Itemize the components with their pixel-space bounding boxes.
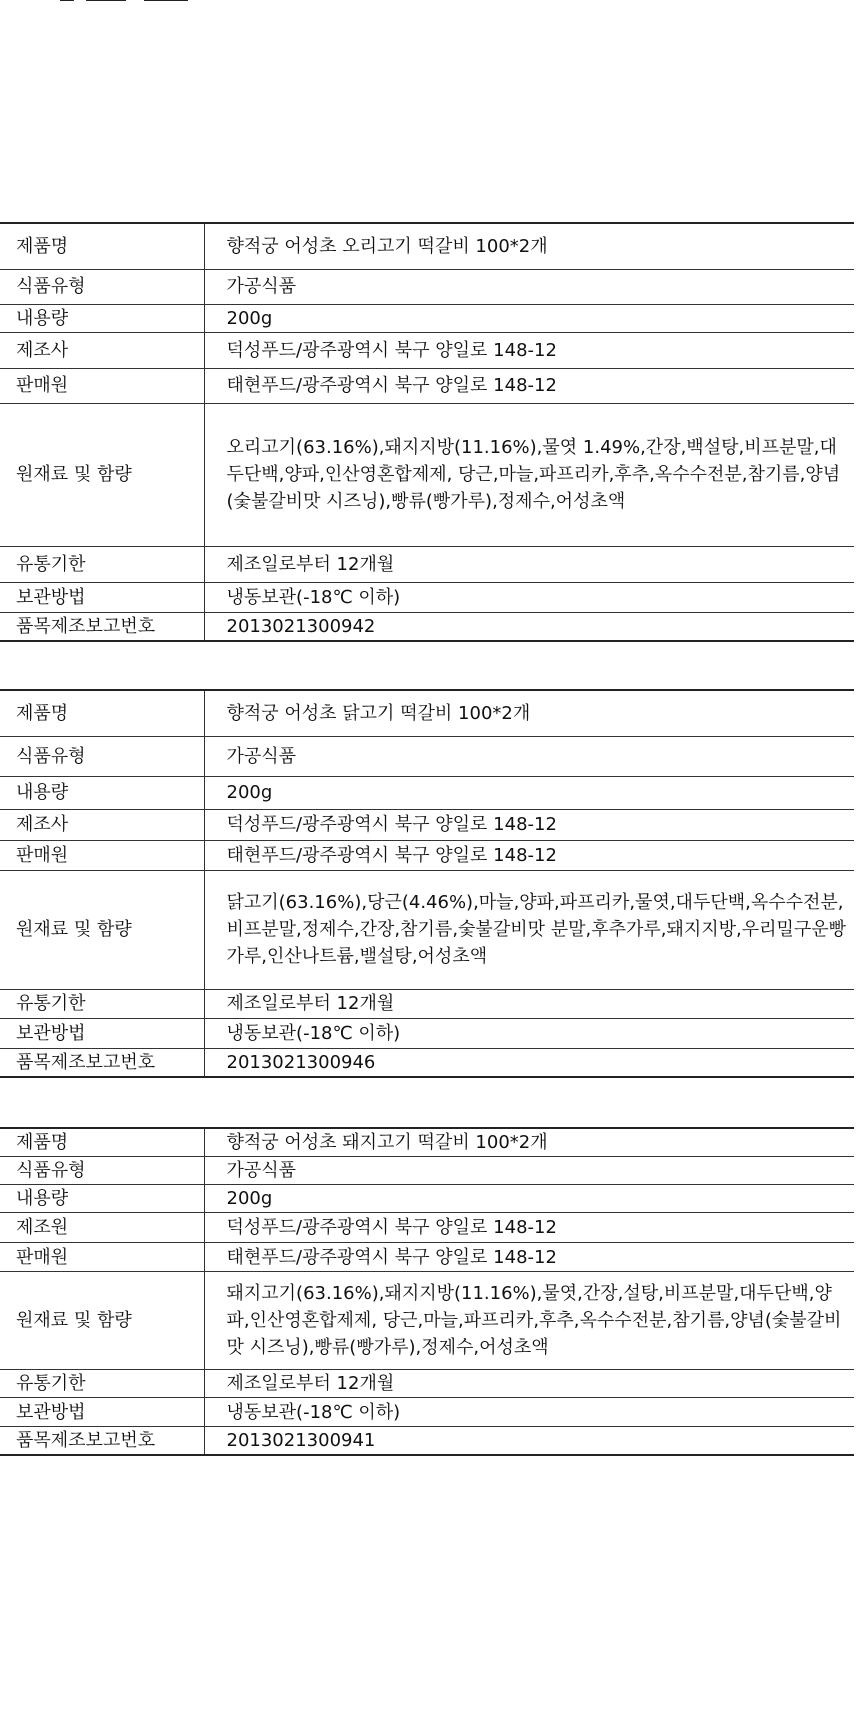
table-row <box>0 1018 854 1048</box>
table-row <box>0 368 854 403</box>
table-row <box>0 736 854 776</box>
row-label-product-name: 제품명 <box>0 1128 204 1157</box>
table-row <box>0 1398 854 1427</box>
row-value-manufacturer: 덕성푸드/광주광역시 북구 양일로 148-12 <box>204 332 854 368</box>
row-label-report-number: 품목제조보고번호 <box>0 612 204 641</box>
table-row <box>0 989 854 1018</box>
row-value-product-name: 향적궁 어성초 오리고기 떡갈비 100*2개 <box>204 223 854 269</box>
row-label-manufacturer: 제조원 <box>0 1213 204 1243</box>
product-info-table-pork <box>0 1127 854 1456</box>
row-value-shelf-life: 제조일로부터 12개월 <box>204 989 854 1018</box>
row-value-food-type: 가공식품 <box>204 1157 854 1185</box>
row-value-storage: 냉동보관(-18℃ 이하) <box>204 1398 854 1427</box>
row-label-storage: 보관방법 <box>0 1398 204 1427</box>
row-value-storage: 냉동보관(-18℃ 이하) <box>204 582 854 612</box>
table-row <box>0 304 854 332</box>
row-label-storage: 보관방법 <box>0 1018 204 1048</box>
row-label-product-name: 제품명 <box>0 223 204 269</box>
table-row <box>0 612 854 641</box>
row-label-shelf-life: 유통기한 <box>0 989 204 1018</box>
row-value-shelf-life: 제조일로부터 12개월 <box>204 1370 854 1398</box>
row-value-manufacturer: 덕성푸드/광주광역시 북구 양일로 148-12 <box>204 809 854 840</box>
table-row <box>0 1048 854 1077</box>
row-label-ingredients: 원재료 및 함량 <box>0 403 204 546</box>
row-label-food-type: 식품유형 <box>0 1157 204 1185</box>
row-label-ingredients: 원재료 및 함량 <box>0 1272 204 1370</box>
table-row <box>0 1128 854 1157</box>
table-row <box>0 690 854 736</box>
row-label-manufacturer: 제조사 <box>0 809 204 840</box>
row-label-seller: 판매원 <box>0 840 204 870</box>
table-row <box>0 776 854 809</box>
table-row <box>0 840 854 870</box>
row-value-product-name: 향적궁 어성초 닭고기 떡갈비 100*2개 <box>204 690 854 736</box>
row-label-product-name: 제품명 <box>0 690 204 736</box>
row-label-seller: 판매원 <box>0 368 204 403</box>
row-value-net-weight: 200g <box>204 304 854 332</box>
table-row <box>0 546 854 582</box>
row-value-report-number: 2013021300946 <box>204 1048 854 1077</box>
row-label-shelf-life: 유통기한 <box>0 546 204 582</box>
table-row <box>0 1213 854 1243</box>
row-value-food-type: 가공식품 <box>204 736 854 776</box>
table-row <box>0 1157 854 1185</box>
row-label-net-weight: 내용량 <box>0 776 204 809</box>
row-value-manufacturer: 덕성푸드/광주광역시 북구 양일로 148-12 <box>204 1213 854 1243</box>
row-value-product-name: 향적궁 어성초 돼지고기 떡갈비 100*2개 <box>204 1128 854 1157</box>
row-label-net-weight: 내용량 <box>0 1185 204 1213</box>
row-label-seller: 판매원 <box>0 1243 204 1272</box>
cropped-heading-fragment <box>60 0 190 3</box>
product-info-table-chicken <box>0 689 854 1078</box>
table-row <box>0 1185 854 1213</box>
row-label-food-type: 식품유형 <box>0 269 204 304</box>
table-row <box>0 1243 854 1272</box>
row-label-shelf-life: 유통기한 <box>0 1370 204 1398</box>
table-row <box>0 1370 854 1398</box>
table-row <box>0 332 854 368</box>
row-value-food-type: 가공식품 <box>204 269 854 304</box>
table-row <box>0 870 854 989</box>
row-label-manufacturer: 제조사 <box>0 332 204 368</box>
row-label-food-type: 식품유형 <box>0 736 204 776</box>
row-value-ingredients: 돼지고기(63.16%),돼지지방(11.16%),물엿,간장,설탕,비프분말,대두단백,양파,인산영혼합제제, 당근,마늘,파프리카,후추,옥수수전분,참기름,양념(숯불갈비맛 시즈닝),빵류(빵가루),정제수,어성초액 <box>204 1272 854 1370</box>
row-value-seller: 태현푸드/광주광역시 북구 양일로 148-12 <box>204 368 854 403</box>
row-label-report-number: 품목제조보고번호 <box>0 1427 204 1456</box>
table-row <box>0 1272 854 1370</box>
row-value-shelf-life: 제조일로부터 12개월 <box>204 546 854 582</box>
row-label-net-weight: 내용량 <box>0 304 204 332</box>
table-row <box>0 269 854 304</box>
row-value-net-weight: 200g <box>204 1185 854 1213</box>
table-row <box>0 1427 854 1456</box>
table-row <box>0 403 854 546</box>
table-row <box>0 809 854 840</box>
table-row <box>0 223 854 269</box>
row-label-storage: 보관방법 <box>0 582 204 612</box>
row-value-report-number: 2013021300941 <box>204 1427 854 1456</box>
row-label-report-number: 품목제조보고번호 <box>0 1048 204 1077</box>
row-value-ingredients: 닭고기(63.16%),당근(4.46%),마늘,양파,파프리카,물엿,대두단백,옥수수전분,비프분말,정제수,간장,참기름,숯불갈비맛 분말,후추가루,돼지지방,우리밀구운빵가루,인산나트륨,밸설탕,어성초액 <box>204 870 854 989</box>
row-value-net-weight: 200g <box>204 776 854 809</box>
row-value-report-number: 2013021300942 <box>204 612 854 641</box>
row-label-ingredients: 원재료 및 함량 <box>0 870 204 989</box>
table-row <box>0 582 854 612</box>
product-info-table-duck <box>0 222 854 642</box>
row-value-seller: 태현푸드/광주광역시 북구 양일로 148-12 <box>204 840 854 870</box>
row-value-ingredients: 오리고기(63.16%),돼지지방(11.16%),물엿 1.49%,간장,백설탕,비프분말,대두단백,양파,인산영혼합제제, 당근,마늘,파프리카,후추,옥수수전분,참기름,양념(숯불갈비맛 시즈닝),빵류(빵가루),정제수,어성초액 <box>204 403 854 546</box>
row-value-seller: 태현푸드/광주광역시 북구 양일로 148-12 <box>204 1243 854 1272</box>
row-value-storage: 냉동보관(-18℃ 이하) <box>204 1018 854 1048</box>
